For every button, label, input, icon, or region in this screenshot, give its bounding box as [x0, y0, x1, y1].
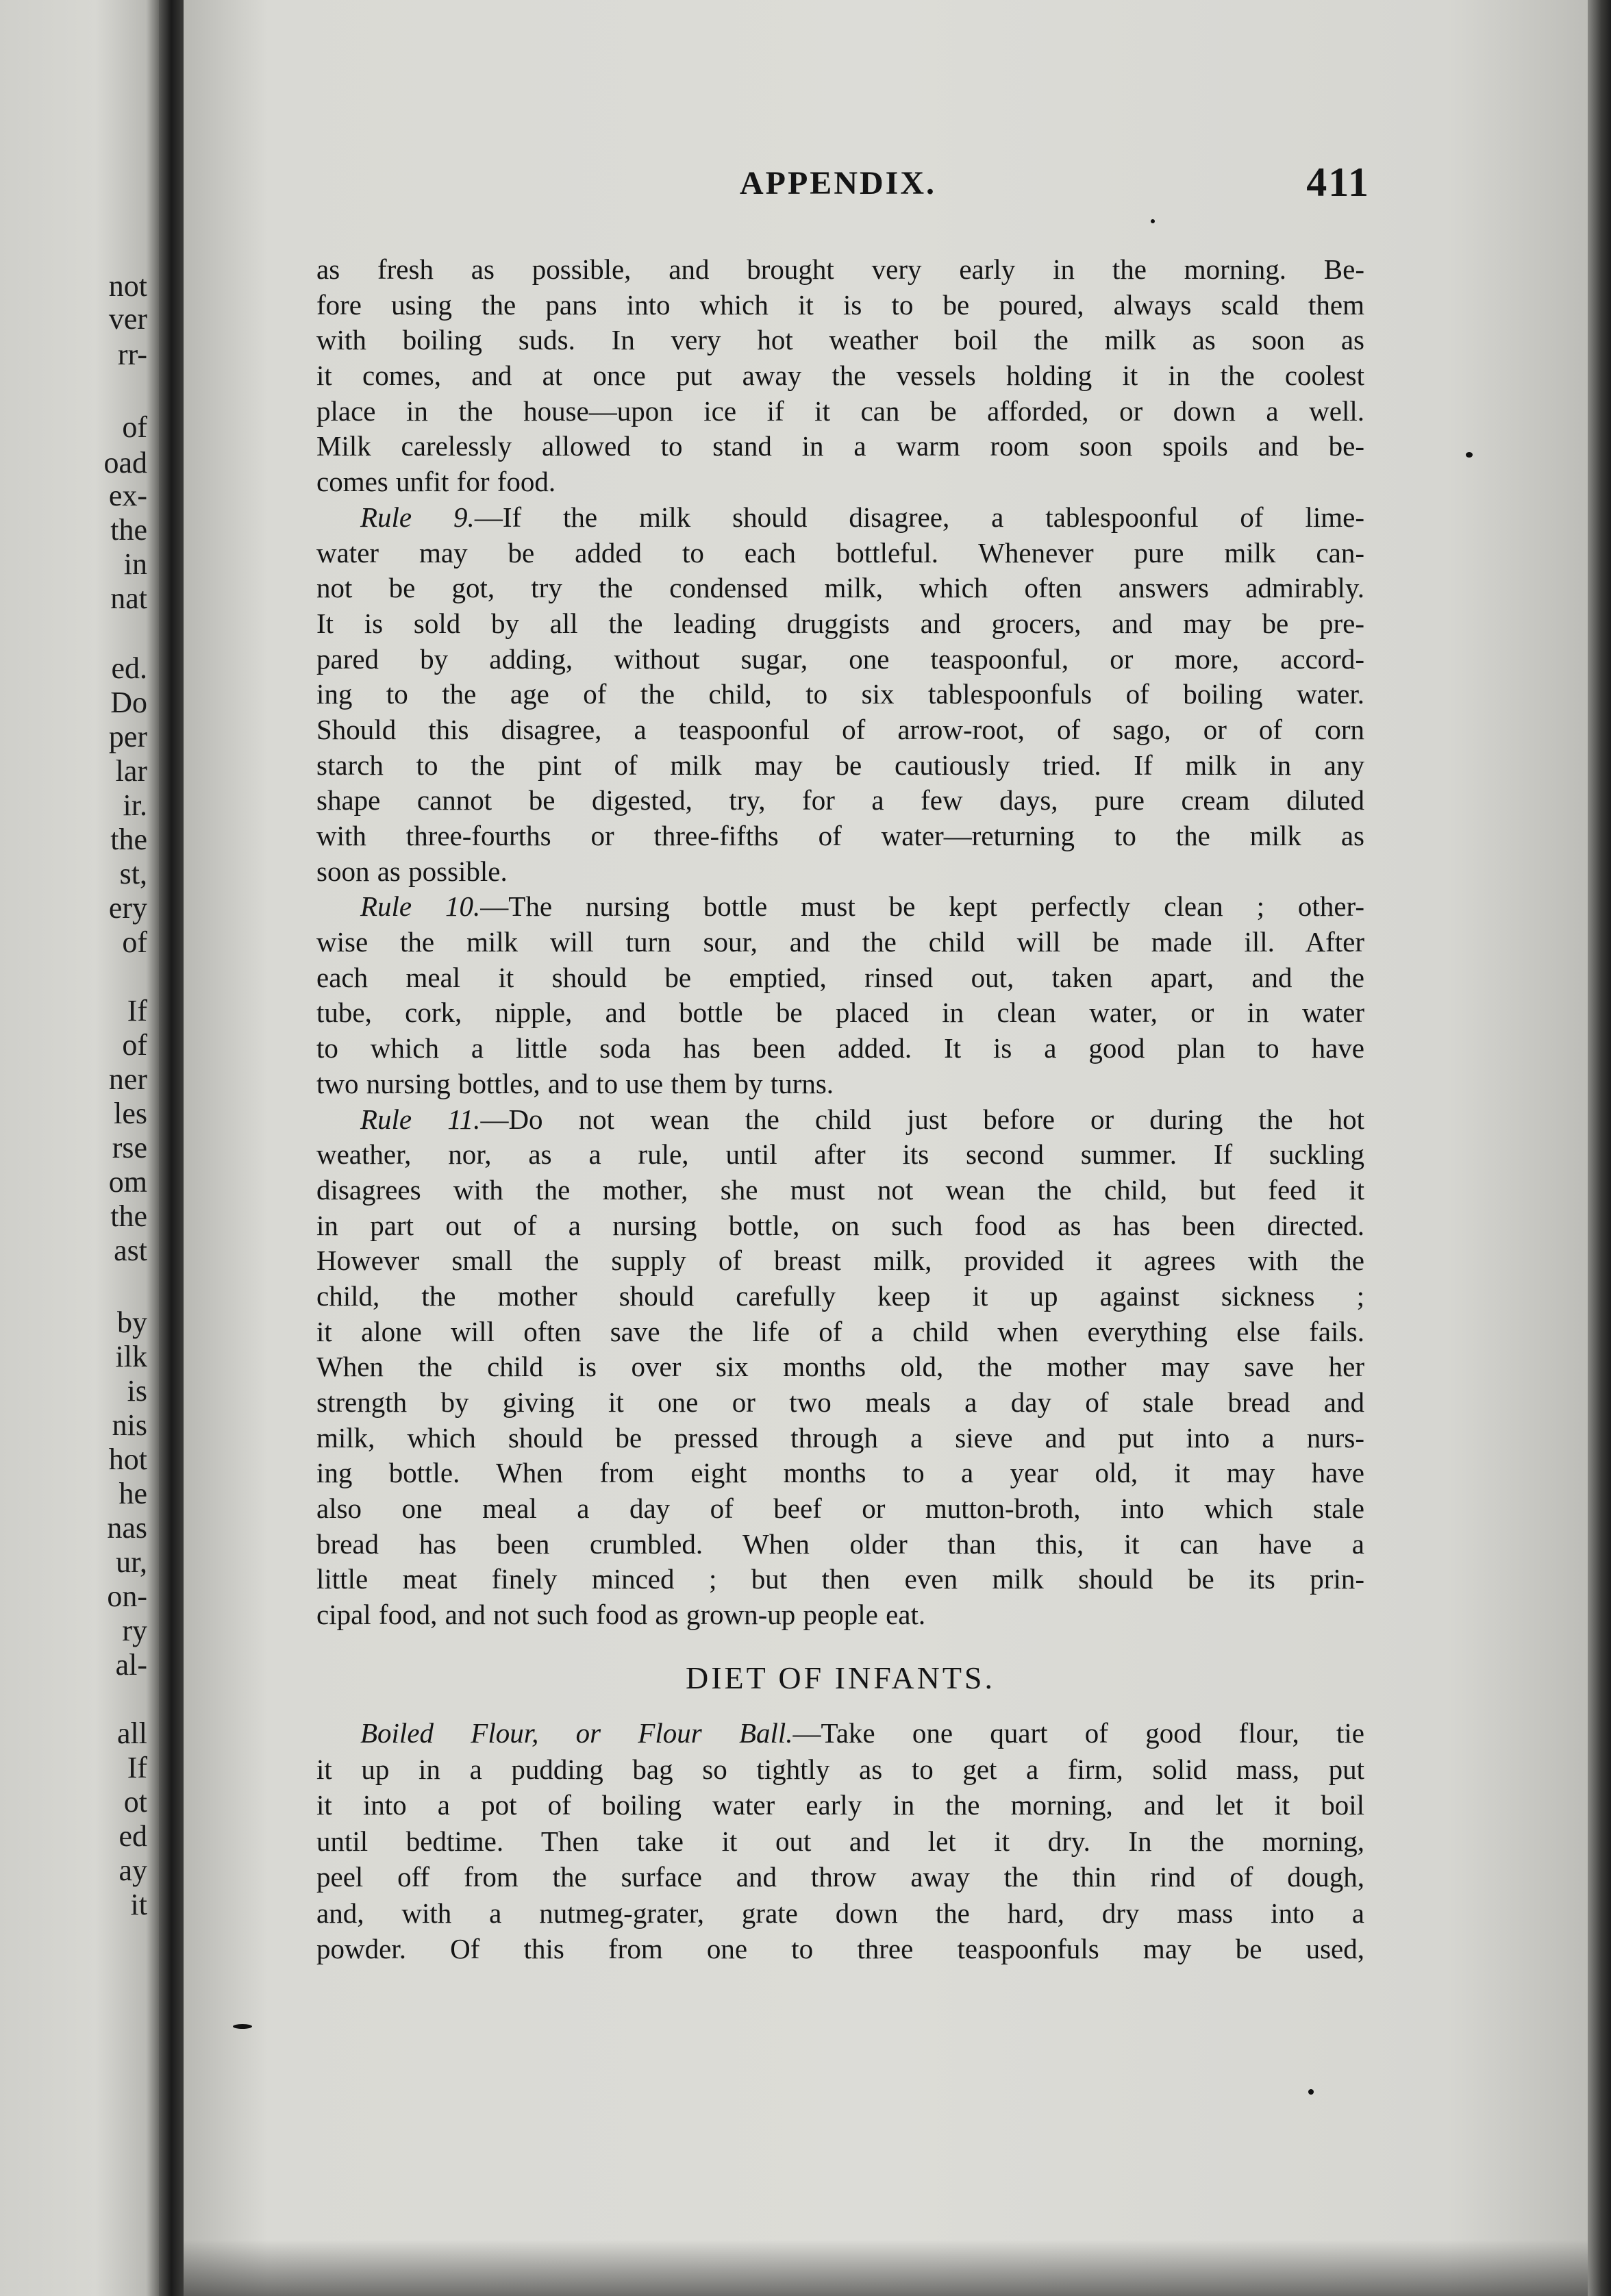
left-page-text-fragment: ir. [123, 788, 147, 822]
left-page-text-fragment: per [108, 720, 147, 753]
left-page-text-fragment: nat [110, 582, 147, 615]
text-line: fore using the pans into which it is to be poured, always scald them [316, 288, 1364, 321]
left-page-text-fragment: by [117, 1306, 147, 1339]
rule-label: Rule 10. [360, 890, 481, 923]
text-line: it comes, and at once put away the vessels holding it in the coolest [316, 360, 1364, 392]
rule-text: —Do not wean the child just before or during the hot [480, 1103, 1364, 1135]
dust-speck [1151, 219, 1155, 223]
left-page-text-fragment: of [122, 925, 147, 959]
text-line: Milk carelessly allowed to stand in a warm room soon spoils and be- [316, 430, 1364, 462]
text-line: When the child is over six months old, the mother may save her [316, 1351, 1364, 1383]
left-page-text-fragment: If [127, 1751, 147, 1784]
left-page-text-fragment: om [108, 1165, 147, 1199]
rule-text: —If the milk should disagree, a tablespoonful of lime- [474, 501, 1364, 533]
text-line: each meal it should be emptied, rinsed out, taken apart, and the [316, 961, 1364, 993]
text-line: with three-fourths or three-fifths of water—returning to the milk as [316, 820, 1364, 851]
page-edge-shadow [1588, 0, 1611, 2296]
text-line: It is sold by all the leading druggists and grocers, and may be pre- [316, 607, 1364, 639]
dust-speck [1466, 452, 1473, 458]
text-line: soon as possible. [316, 855, 508, 887]
text-line: it up in a pudding bag so tightly as to get a firm, solid mass, put [316, 1753, 1364, 1785]
text-line [316, 500, 1364, 536]
text-line: disagrees with the mother, she must not wean the child, but feed it [316, 1173, 1364, 1206]
bottom-shadow [184, 2240, 1588, 2296]
text-line: comes unfit for food. [316, 466, 556, 498]
book-gutter [159, 0, 184, 2296]
left-page-text-fragment: ex- [108, 479, 147, 512]
text-line: Should this disagree, a teaspoonful of arrow-root, of sago, or of corn [316, 713, 1364, 745]
text-line: powder. Of this from one to three teaspoonfuls may be used, [316, 1933, 1364, 1964]
left-page-text-fragment: oad [103, 446, 147, 479]
left-page-text-fragment: in [123, 547, 147, 581]
text-line: strength by giving it one or two meals a day of stale bread and [316, 1386, 1364, 1418]
text-line: shape cannot be digested, try, for a few days, pure cream diluted [316, 784, 1364, 816]
rule-label: Rule 9. [360, 501, 475, 533]
recipe-lead-text: —Take one quart of good flour, tie [792, 1717, 1364, 1749]
left-page-text-fragment: of [122, 1028, 147, 1062]
left-page-text-fragment: hot [108, 1443, 147, 1476]
left-page-text-fragment: not [108, 269, 147, 303]
left-page-text-fragment: ner [108, 1062, 147, 1096]
text-line: in part out of a nursing bottle, on such food as has been directed. [316, 1209, 1364, 1241]
left-page-text-fragment: the [110, 1199, 147, 1233]
left-page-text-fragment: ery [108, 891, 147, 925]
dust-speck [1308, 2089, 1314, 2095]
text-line: ing to the age of the child, to six tablespoonfuls of boiling water. [316, 678, 1364, 710]
left-page-text-fragment: rr- [117, 338, 147, 371]
left-page-text-fragment: the [110, 823, 147, 856]
left-facing-page [0, 0, 159, 2296]
left-page-text-fragment: ur, [116, 1545, 147, 1579]
left-page-text-fragment: If [127, 994, 147, 1027]
left-page-text-fragment: nis [112, 1408, 147, 1442]
left-page-text-fragment: ot [123, 1785, 147, 1819]
left-page-text-fragment: lar [115, 754, 147, 788]
text-line: ing bottle. When from eight months to a year old, it may have [316, 1457, 1364, 1489]
text-line: However small the supply of breast milk, provided it agrees with the [316, 1245, 1364, 1277]
rule-label: Rule 11. [360, 1103, 481, 1135]
text-line: to which a little soda has been added. It is a good plan to have [316, 1032, 1364, 1064]
left-page-text-fragment: all [117, 1717, 147, 1750]
left-page-text-fragment: nas [107, 1511, 147, 1545]
left-page-text-fragment: is [127, 1374, 147, 1408]
text-line: as fresh as possible, and brought very early in the morning. Be- [316, 253, 1364, 285]
text-line: with boiling suds. In very hot weather boil the milk as soon as [316, 324, 1364, 356]
left-page-text-fragment: al- [115, 1648, 147, 1682]
text-line: child, the mother should carefully keep it up against sickness ; [316, 1280, 1364, 1312]
text-line: wise the milk will turn sour, and the child will be made ill. After [316, 926, 1364, 958]
left-page-text-fragment: the [110, 513, 147, 547]
left-page-text-fragment: it [130, 1888, 147, 1921]
page-number: 411 [1306, 160, 1370, 205]
left-page-text-fragment: on- [107, 1580, 147, 1613]
text-line: bread has been crumbled. When older than this, it can have a [316, 1527, 1364, 1560]
left-page-text-fragment: ry [122, 1614, 147, 1647]
dust-speck [233, 2024, 252, 2029]
recipe-title: Boiled Flour, or Flour Ball. [360, 1717, 793, 1749]
left-page-text-fragment: ver [108, 302, 147, 336]
left-page-text-fragment: ilk [115, 1340, 147, 1373]
running-head-title: APPENDIX. [740, 165, 936, 201]
text-line: milk, which should be pressed through a sieve and put into a nurs- [316, 1421, 1364, 1453]
text-line: tube, cork, nipple, and bottle be placed in clean water, or in water [316, 997, 1364, 1029]
rule-text: —The nursing bottle must be kept perfectly clean ; other- [480, 890, 1364, 923]
running-head [315, 160, 1370, 212]
body-text-top [316, 252, 1364, 1633]
text-line [316, 1715, 1364, 1751]
text-line: little meat finely minced ; but then even milk should be its prin- [316, 1563, 1364, 1595]
body-text-bottom [316, 1715, 1364, 1967]
text-line [316, 889, 1364, 925]
text-line: peel off from the surface and throw away the thin rind of dough, [316, 1861, 1364, 1893]
text-line: starch to the pint of milk may be cautiously tried. If milk in any [316, 749, 1364, 781]
section-heading: DIET OF INFANTS. [685, 1660, 996, 1695]
left-page-text-fragment: rse [112, 1131, 147, 1164]
left-page-text-fragment: ast [114, 1234, 147, 1267]
text-line: cipal food, and not such food as grown-up people eat. [316, 1599, 926, 1631]
text-line: two nursing bottles, and to use them by turns. [316, 1067, 834, 1099]
left-page-text-fragment: Do [110, 686, 147, 719]
left-page-text-fragment: ay [118, 1854, 147, 1887]
text-line: water may be added to each bottleful. Whenever pure milk can- [316, 536, 1364, 569]
left-page-text-fragment: st, [119, 857, 147, 890]
left-page-text-fragment: ed. [111, 651, 147, 685]
text-line: it alone will often save the life of a child when everything else fails. [316, 1315, 1364, 1347]
left-page-text-fragment: les [114, 1097, 147, 1130]
left-page-text-fragment: ed [118, 1819, 147, 1853]
left-page-text-fragment: he [118, 1477, 147, 1510]
text-line: until bedtime. Then take it out and let it dry. In the morning, [316, 1825, 1364, 1857]
text-line: place in the house—upon ice if it can be afforded, or down a well. [316, 395, 1364, 427]
text-line: weather, nor, as a rule, until after its second summer. If suckling [316, 1138, 1364, 1171]
text-line: not be got, try the condensed milk, which often answers admirably. [316, 572, 1364, 604]
text-line: it into a pot of boiling water early in the morning, and let it boil [316, 1789, 1364, 1821]
text-line: pared by adding, without sugar, one teaspoonful, or more, accord- [316, 642, 1364, 675]
left-page-text-fragment: of [122, 410, 147, 444]
text-line: and, with a nutmeg-grater, grate down the hard, dry mass into a [316, 1897, 1364, 1929]
text-line: also one meal a day of beef or mutton-broth, into which stale [316, 1493, 1364, 1525]
text-line [316, 1102, 1364, 1138]
